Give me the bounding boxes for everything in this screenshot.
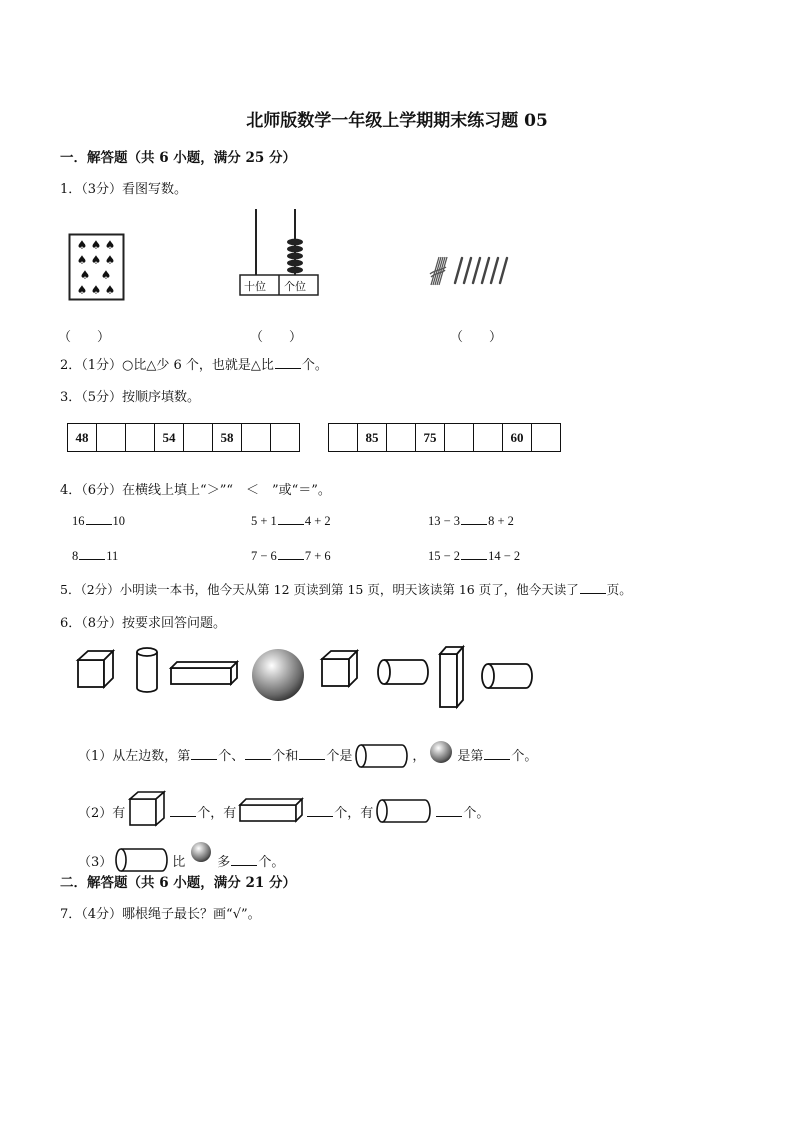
cube-icon	[127, 789, 167, 827]
compare-left: 8	[72, 549, 79, 563]
compare-item	[428, 512, 514, 529]
compare-right: 11	[106, 549, 119, 563]
compare-left: 7 − 6	[251, 549, 277, 563]
sequence-cell[interactable]	[126, 424, 155, 452]
part-1-text: 个和	[272, 749, 299, 764]
answer-blank-2[interactable]: （ ）	[250, 330, 303, 345]
compare-blank[interactable]	[278, 512, 304, 525]
part-1-text: ，	[412, 749, 426, 764]
svg-text:♠: ♠	[104, 283, 116, 297]
cylinder-lying-icon	[114, 846, 170, 874]
answer-blank[interactable]	[580, 581, 606, 594]
compare-right: 4 + 2	[304, 514, 331, 528]
abacus-image	[234, 205, 324, 297]
svg-text:♠: ♠	[76, 283, 88, 297]
number-sequence-row-1	[67, 423, 300, 452]
question-6-part-1	[78, 740, 537, 770]
svg-text:♠: ♠	[104, 253, 116, 267]
question-3-text: 3．（5分）按顺序填数。	[60, 390, 201, 405]
cube-icon	[322, 651, 357, 686]
question-7-text: 7．（4分）哪根绳子最长？画“√”。	[60, 907, 261, 922]
sphere-icon	[252, 649, 304, 701]
part-3-text: 个。	[258, 855, 285, 870]
compare-item	[251, 547, 331, 564]
question-2-suffix: 个。	[301, 358, 328, 373]
playing-card-image	[68, 233, 126, 303]
sequence-cell[interactable]	[242, 424, 271, 452]
tall-cuboid-icon	[440, 647, 463, 707]
sequence-cell: 75	[416, 424, 445, 452]
question-2	[60, 354, 328, 373]
sphere-icon	[427, 740, 455, 766]
compare-blank[interactable]	[461, 512, 487, 525]
cylinder-lying-icon	[375, 797, 433, 825]
question-6-part-3	[78, 842, 284, 874]
answer-blank[interactable]	[436, 804, 462, 817]
svg-text:♠: ♠	[100, 268, 112, 282]
part-2-text: 个，有	[197, 806, 237, 821]
number-sequence-row-2	[328, 423, 561, 452]
part-1-text: 个、	[218, 749, 245, 764]
compare-item	[72, 512, 125, 529]
shapes-row	[60, 640, 550, 732]
svg-text:♠: ♠	[90, 238, 102, 252]
compare-item	[72, 547, 118, 564]
part-3-text: 多	[217, 855, 231, 870]
question-5-text: 5．（2分）小明读一本书，他今天从第 12 页读到第 15 页，明天该读第 16 页了，他今天读了	[60, 582, 579, 597]
sequence-cell: 54	[155, 424, 184, 452]
compare-left: 16	[72, 514, 85, 528]
svg-text:♠: ♠	[76, 238, 88, 252]
compare-item	[428, 547, 520, 564]
answer-blank[interactable]	[484, 747, 510, 760]
compare-blank[interactable]	[461, 547, 487, 560]
abacus-ones-label: 个位	[284, 280, 306, 293]
sphere-icon	[187, 842, 215, 868]
cuboid-icon	[171, 662, 237, 684]
answer-blank[interactable]	[170, 804, 196, 817]
part-1-text: （1）从左边数，第	[78, 749, 191, 764]
question-5-suffix: 页。	[606, 582, 632, 597]
sequence-cell: 85	[358, 424, 387, 452]
abacus-tens-label: 十位	[244, 280, 266, 293]
sequence-cell[interactable]	[271, 424, 300, 452]
cube-icon	[78, 651, 113, 687]
compare-blank[interactable]	[86, 512, 112, 525]
compare-item	[251, 512, 331, 529]
compare-blank[interactable]	[278, 547, 304, 560]
question-2-text: 2．（1分）○比△少 6 个，也就是△比	[60, 358, 274, 373]
sticks-bundle-image	[425, 252, 515, 290]
answer-blank[interactable]	[299, 747, 325, 760]
cylinder-lying-icon	[482, 664, 532, 688]
question-4-text: 4．（6分）在横线上填上“＞”“ ＜ ”或“＝”。	[60, 483, 331, 498]
section-2-heading: 二．解答题（共 6 小题，满分 21 分）	[60, 875, 296, 891]
svg-text:♠: ♠	[90, 253, 102, 267]
part-2-text: （2）有	[78, 806, 126, 821]
section-1-heading: 一．解答题（共 6 小题，满分 25 分）	[60, 150, 296, 166]
answer-blank[interactable]	[245, 747, 271, 760]
question-6-text: 6．（8分）按要求回答问题。	[60, 616, 227, 631]
sequence-cell[interactable]	[445, 424, 474, 452]
sequence-cell[interactable]	[532, 424, 561, 452]
part-1-text: 个。	[511, 749, 538, 764]
answer-blank[interactable]	[307, 804, 333, 817]
part-2-text: 个。	[463, 806, 490, 821]
cylinder-lying-icon	[354, 742, 410, 770]
svg-text:♠: ♠	[79, 268, 91, 282]
answer-blank-3[interactable]: （ ）	[450, 330, 503, 345]
part-1-text: 个是	[326, 749, 353, 764]
compare-right: 10	[112, 514, 125, 528]
part-1-text: 是第	[457, 749, 484, 764]
sequence-cell[interactable]	[329, 424, 358, 452]
sequence-cell: 58	[213, 424, 242, 452]
cylinder-upright-icon	[137, 648, 157, 692]
sequence-cell[interactable]	[387, 424, 416, 452]
compare-blank[interactable]	[79, 547, 105, 560]
compare-right: 8 + 2	[488, 514, 514, 528]
sequence-cell: 60	[503, 424, 532, 452]
cuboid-icon	[238, 797, 304, 823]
question-5	[60, 580, 632, 598]
compare-right: 14 − 2	[488, 549, 521, 563]
part-2-text: 个，有	[334, 806, 374, 821]
page-title: 北师版数学一年级上学期期末练习题 05	[246, 111, 548, 131]
sequence-cell: 48	[68, 424, 97, 452]
compare-left: 5 + 1	[251, 514, 277, 528]
answer-blank-1[interactable]: （ ）	[58, 330, 111, 345]
compare-left: 15 − 2	[428, 549, 461, 563]
cylinder-lying-icon	[378, 660, 428, 684]
svg-text:♠: ♠	[104, 238, 116, 252]
part-3-text: （3）	[78, 855, 113, 870]
answer-blank[interactable]	[231, 853, 257, 866]
sequence-cell[interactable]	[184, 424, 213, 452]
compare-left: 13 − 3	[428, 514, 461, 528]
answer-blank[interactable]	[275, 356, 301, 369]
svg-text:♠: ♠	[76, 253, 88, 267]
question-1-text: 1．（3分）看图写数。	[60, 182, 188, 197]
question-6-part-2	[78, 789, 489, 827]
compare-right: 7 + 6	[304, 549, 331, 563]
sequence-cell[interactable]	[97, 424, 126, 452]
part-3-text: 比	[172, 855, 186, 870]
svg-text:♠: ♠	[90, 283, 102, 297]
answer-blank[interactable]	[191, 747, 217, 760]
sequence-cell[interactable]	[474, 424, 503, 452]
